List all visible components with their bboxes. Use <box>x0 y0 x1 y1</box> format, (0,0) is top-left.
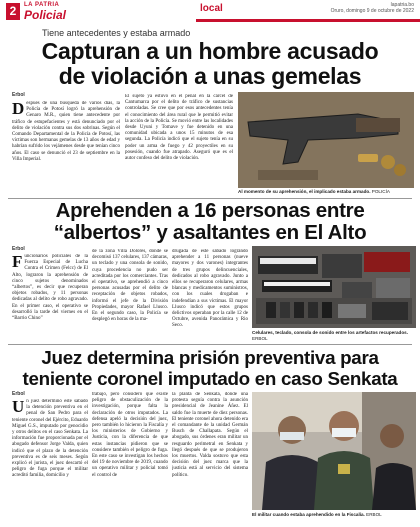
gun-on-table-image <box>238 92 414 188</box>
section-name: local <box>200 3 223 14</box>
recovered-items-image <box>252 246 416 328</box>
page-header <box>0 0 420 24</box>
story2-headline-line2: “albertos” y asaltantes en El Alto <box>53 221 367 244</box>
story1-photo-gun <box>238 92 414 188</box>
story2-col3-text: drugada de este sábado logrando aprehender a 11 personas (nueve mayores y dos varones) integrantes de tres grupos delincuenciales, dedicados al robo agravado. Junto a ellos se recuperaron celulares, armas blancas y medicamentos suministros, con los cuales drogaban e indefendían a sus víctimas. El mayor Llusco indicó que estos grupos delictivos operaban por la calle 12 de Octubre, avenida Panorámica y Rio Seco. <box>172 249 248 329</box>
story2-caption-text: Celulares, teclado, consola de sonido entre los artefactos recuperados. <box>252 330 408 335</box>
story2-col2-text: de la zona Villa Dolores, donde se decomisó 137 celulares, 137 cámaras, un teclado y una consola de sonido, cuya procedencia no pudo ser acreditada por los comerciantes. Tras el operativo, se aprehendió a cinco personas acusadas por el delito de receptación de objetos robados, informó el jefe de la División Propiedades, mayor Rafael Llusco. En el segundo caso, la Policía se desplegó en horas de la ma- <box>92 249 168 323</box>
story3-caption-text: El militar cuando estaba aprehendido en la Fiscalía. <box>252 512 365 517</box>
story2-column-1 <box>12 254 88 342</box>
brand-top: LA PATRIA <box>24 2 60 8</box>
story1-col1-text: espués de una búsqueda de varios días, la Policía de Potosí logró la aprehensión de Genaro M.R., quien tiene antecedente por tráfico de estupefacientes y está denunciado por el delito de violación contra sus dos sobrinas. Según el Comando Departamental de la Policía de Potosí, las víctimas son hermanas gemelas de 13 años de edad y habrían sufrido los vejámenes desde que tenían cinco años. El caso se denunció el 23 de septiembre en la Villa Imperial. <box>12 101 120 162</box>
story3-byline: Erbol <box>12 391 25 397</box>
story2-photo-items <box>252 246 416 328</box>
story3-headline-line1: Juez determina prisión preventiva para <box>41 347 379 368</box>
story3-col2-text: trabajo, pero consideró que existe peligro de obstaculización de la investigación, porque falta la declaración de otros imputados. La defensa apeló la decisión del juez, pero también lo hicieron la Fiscalía y los ministerios de Gobierno y Justicia, con la diferencia de que estas instancias pidieron que se considere también el peligro de fuga. En este caso se investigan los hechos del 19 de noviembre de 2019, cuando un operativo militar y policial tomó el control de <box>92 392 168 478</box>
story2-headline-line1: Aprehenden a 16 personas entre <box>55 199 365 222</box>
story1-caption-text: Al momento de su aprehensión, el implicado estaba armado. <box>238 189 371 194</box>
edition-site: lapatria.bo <box>390 2 414 8</box>
edition-date: Oruro, domingo 9 de octubre de 2022 <box>330 8 414 14</box>
story3-column-3 <box>172 392 248 523</box>
story3-photo-officer <box>252 392 416 510</box>
edition-info <box>331 2 414 14</box>
story2-caption <box>252 330 416 341</box>
brand-section-logo: Policial <box>24 8 67 22</box>
story1-caption-credit: POLICÍA <box>371 189 390 194</box>
story1-col2-text: El sujeto ya estuvo en el penal en la cárcel de Cantumarca por el delito de tráfico de sustancias controladas. Se cree que por esos antecedentes tenía el conocimiento del área rural que le permitió evitar la acción de la Policía. Se movió entre las localidades desde Uyuni y Tomave y fue detenido en una comunidad ubicada a unos 15 minutos de esa segunda. La Policía indicó que el sujeto tenía en su poder un arma de fuego y 42 proyectiles en su posesión, cuando fue atrapado. Aseguró que es el autor confeso del delito de violación. <box>125 94 233 162</box>
story1-headline <box>0 39 420 89</box>
story2-col1-text: uncionarios policiales de la Fuerza Especial de Lucha Contra el Crimen (Felcc) de El Alto, lograron la aprehensión de cinco sujetos denominados “albertos”, es decir que recuperan objetos robados, y 11 personas dedicadas al delito de robo agravado. En el primer caso, el operativo se desarrolló la tarde del viernes en el “Barrio Chino” <box>12 254 88 322</box>
story3-caption <box>252 512 416 518</box>
story3-caption-credit: ERBOL <box>366 512 382 517</box>
story1-caption <box>238 189 418 195</box>
story2-headline <box>0 200 420 244</box>
story3-column-2 <box>92 392 168 523</box>
story1-dropcap: D <box>12 101 25 118</box>
story3-headline-line2: teniente coronel imputado en caso Senkata <box>22 368 398 389</box>
story3-col1-text: n juez determinó este sábado la detención preventiva en el penal de San Pedro para el teniente coronel del Ejército, Eduardo Miguel G.S., imputado por genocidio y otros delitos en el caso Senkata. La información fue proporcionada por el abogado defensor Jorge Valda, quien indicó que el plazo de la detención preventiva es de seis meses. Según explicó el jurista, el juez descartó el peligro de fuga porque el militar acreditó familia, domicilio y <box>12 399 88 479</box>
story3-headline <box>0 347 420 389</box>
story1-kicker: Tiene antecedentes y estaba armado <box>42 28 191 38</box>
story1-headline-line2: de violación a unas gemelas <box>58 63 362 89</box>
story2-caption-credit: ERBOL <box>252 335 268 341</box>
story1-column-2 <box>125 94 233 194</box>
story1-column-1 <box>12 101 120 194</box>
story3-dropcap: U <box>12 399 25 416</box>
story2-column-3 <box>172 249 248 342</box>
story3-column-1 <box>12 399 88 523</box>
officer-detained-image <box>252 392 416 510</box>
story2-dropcap: F <box>12 254 23 271</box>
section-bar <box>196 0 420 22</box>
story1-byline: Erbol <box>12 92 25 98</box>
divider-2 <box>8 344 412 345</box>
story2-byline: Erbol <box>12 246 25 252</box>
story3-col3-text: la planta de Senkata, donde una protesta seguía contra la asunción presidencial de Jeanine Áñez. El saldo fue la muerte de diez personas. El teniente coronel ahora detenido era el comandante de la unidad Germán Busch de Challapata. Según el abogado, sus órdenes eran militar un resguardo perimetral en Senkata y llegó después de que se produjeron los muertos. Valda sostuvo que esta decisión del juez marca que la justicia está al servicio del sistema político. <box>172 392 248 478</box>
story2-column-2 <box>92 249 168 342</box>
page-number: 2 <box>6 3 20 20</box>
newspaper-brand <box>24 2 66 21</box>
story1-headline-line1: Capturan a un hombre acusado <box>41 38 379 64</box>
